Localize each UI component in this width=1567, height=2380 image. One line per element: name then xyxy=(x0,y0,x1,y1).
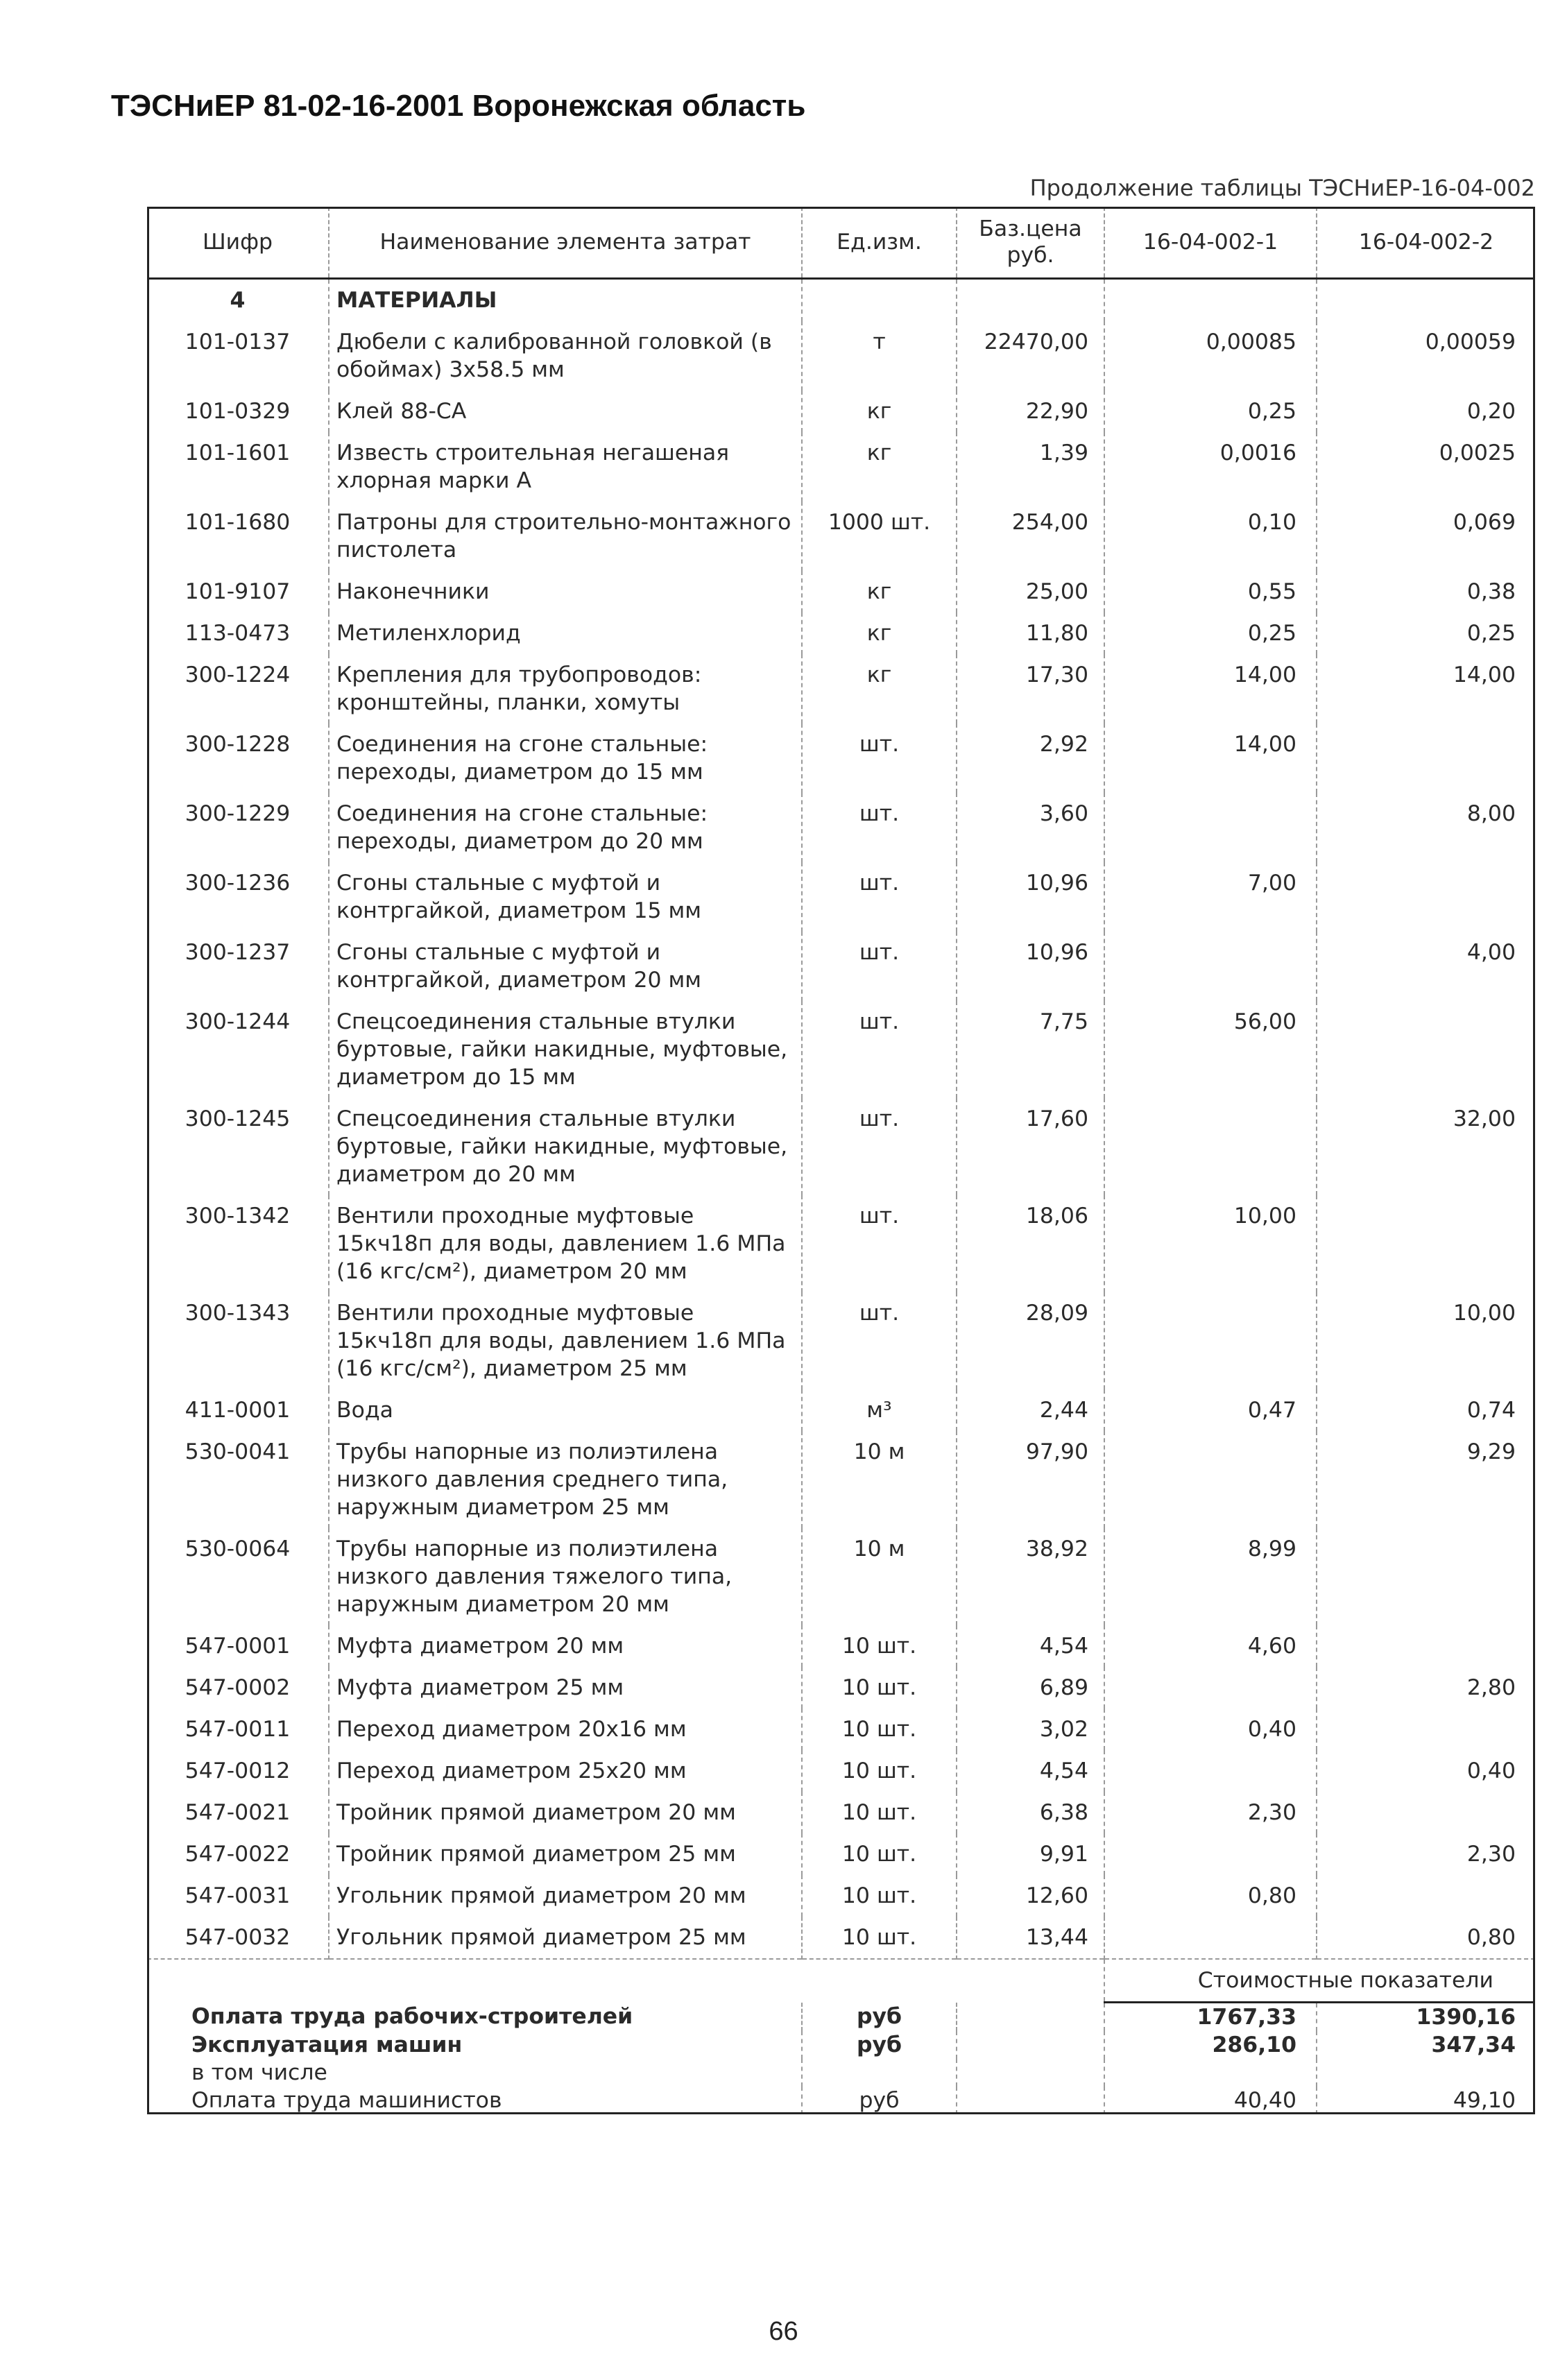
summary-value-2 xyxy=(1317,2059,1535,2087)
material-name: Клей 88-СА xyxy=(329,391,802,432)
material-name: Дюбели с калиброванной головкой (в обоймах) 3х58.5 мм xyxy=(329,321,802,391)
table-row xyxy=(147,1195,1535,1292)
material-base-price: 25,00 xyxy=(957,571,1104,613)
material-name: Угольник прямой диаметром 20 мм xyxy=(329,1875,802,1917)
material-norm-1 xyxy=(1104,1292,1317,1389)
material-norm-2: 0,40 xyxy=(1317,1750,1535,1792)
material-norm-2: 0,38 xyxy=(1317,571,1535,613)
page-number: 66 xyxy=(769,2317,798,2346)
summary-value-1: 286,10 xyxy=(1104,2031,1317,2059)
summary-label: Эксплуатация машин xyxy=(191,2032,463,2057)
material-base-price: 97,90 xyxy=(957,1431,1104,1528)
material-code: 547-0012 xyxy=(185,1758,291,1783)
summary-unit: руб xyxy=(802,2031,957,2059)
table-row xyxy=(147,571,1535,613)
material-norm-1 xyxy=(1104,793,1317,862)
material-base-price: 11,80 xyxy=(957,613,1104,654)
material-base-price: 13,44 xyxy=(957,1917,1104,1959)
material-unit: кг xyxy=(802,613,957,654)
material-base-price: 7,75 xyxy=(957,1001,1104,1098)
material-base-price: 6,38 xyxy=(957,1792,1104,1833)
table-row xyxy=(147,1528,1535,1625)
material-base-price: 18,06 xyxy=(957,1195,1104,1292)
table-row xyxy=(147,1709,1535,1750)
summary-value-2: 49,10 xyxy=(1317,2087,1535,2114)
table-row xyxy=(147,1750,1535,1792)
summary-unit xyxy=(802,2059,957,2087)
material-name: Вентили проходные муфтовые 15кч18п для воды, давлением 1.6 МПа (16 кгс/см²), диаметром 20 мм xyxy=(329,1195,802,1292)
material-unit: 10 шт. xyxy=(802,1792,957,1833)
column-header-code: Шифр xyxy=(147,207,329,279)
material-norm-1: 8,99 xyxy=(1104,1528,1317,1625)
empty-cell xyxy=(1317,279,1535,322)
material-unit: шт. xyxy=(802,724,957,793)
material-code: 300-1224 xyxy=(185,662,291,687)
material-norm-2 xyxy=(1317,862,1535,932)
material-base-price: 9,91 xyxy=(957,1833,1104,1875)
material-name: Переход диаметром 20х16 мм xyxy=(329,1709,802,1750)
summary-value-2: 347,34 xyxy=(1317,2031,1535,2059)
material-unit: шт. xyxy=(802,1001,957,1098)
material-base-price: 28,09 xyxy=(957,1292,1104,1389)
material-norm-2: 32,00 xyxy=(1317,1098,1535,1195)
material-norm-1: 0,10 xyxy=(1104,502,1317,571)
column-header-unit: Ед.изм. xyxy=(802,207,957,279)
empty-cell xyxy=(802,279,957,322)
material-code: 300-1237 xyxy=(185,940,291,965)
table-row xyxy=(147,613,1535,654)
material-base-price: 1,39 xyxy=(957,432,1104,502)
table-row xyxy=(147,1001,1535,1098)
material-norm-1: 0,55 xyxy=(1104,571,1317,613)
material-code: 101-1680 xyxy=(185,510,291,535)
material-name: Тройник прямой диаметром 25 мм xyxy=(329,1833,802,1875)
material-name: Муфта диаметром 25 мм xyxy=(329,1667,802,1709)
material-norm-1 xyxy=(1104,1750,1317,1792)
summary-label: Оплата труда рабочих-строителей xyxy=(191,2003,633,2029)
summary-value-2: 1390,16 xyxy=(1317,2003,1535,2032)
material-code: 101-0329 xyxy=(185,399,291,424)
table-row xyxy=(147,654,1535,724)
material-unit: шт. xyxy=(802,1195,957,1292)
material-name: Муфта диаметром 20 мм xyxy=(329,1625,802,1667)
material-name: Сгоны стальные с муфтой и контргайкой, диаметром 20 мм xyxy=(329,932,802,1001)
material-code: 300-1244 xyxy=(185,1009,291,1034)
material-name: Патроны для строительно-монтажного пистолета xyxy=(329,502,802,571)
summary-row xyxy=(147,2087,1535,2114)
material-norm-1: 7,00 xyxy=(1104,862,1317,932)
summary-value-1: 1767,33 xyxy=(1104,2003,1317,2032)
material-base-price: 17,60 xyxy=(957,1098,1104,1195)
material-base-price: 38,92 xyxy=(957,1528,1104,1625)
material-base-price: 22,90 xyxy=(957,391,1104,432)
material-norm-2 xyxy=(1317,1195,1535,1292)
material-unit: 10 м xyxy=(802,1431,957,1528)
empty-cell xyxy=(957,2003,1104,2032)
material-name: Угольник прямой диаметром 25 мм xyxy=(329,1917,802,1959)
table-header-row xyxy=(147,207,1535,279)
column-header-price-line1: Баз.цена xyxy=(979,216,1082,241)
cost-indicators-label: Стоимостные показатели xyxy=(1104,1959,1535,2003)
material-base-price: 254,00 xyxy=(957,502,1104,571)
material-code: 300-1236 xyxy=(185,871,291,896)
table-row xyxy=(147,502,1535,571)
table-row xyxy=(147,724,1535,793)
material-norm-2 xyxy=(1317,724,1535,793)
material-name: Сгоны стальные с муфтой и контргайкой, диаметром 15 мм xyxy=(329,862,802,932)
material-unit: шт. xyxy=(802,1098,957,1195)
material-code: 300-1342 xyxy=(185,1204,291,1228)
material-base-price: 4,54 xyxy=(957,1625,1104,1667)
material-unit: 10 шт. xyxy=(802,1709,957,1750)
material-code: 113-0473 xyxy=(185,621,291,646)
material-code: 547-0022 xyxy=(185,1842,291,1867)
material-norm-2: 9,29 xyxy=(1317,1431,1535,1528)
table-row xyxy=(147,1917,1535,1959)
material-unit: 10 шт. xyxy=(802,1750,957,1792)
material-norm-2: 4,00 xyxy=(1317,932,1535,1001)
material-unit: 10 шт. xyxy=(802,1917,957,1959)
empty-cell xyxy=(957,2087,1104,2114)
material-norm-1 xyxy=(1104,1431,1317,1528)
table-row xyxy=(147,391,1535,432)
table-row xyxy=(147,1625,1535,1667)
material-norm-1: 0,47 xyxy=(1104,1389,1317,1431)
empty-cell xyxy=(957,279,1104,322)
material-unit: кг xyxy=(802,432,957,502)
section-title: МАТЕРИАЛЫ xyxy=(329,279,802,322)
material-code: 300-1343 xyxy=(185,1301,291,1326)
material-norm-1 xyxy=(1104,1667,1317,1709)
summary-value-1: 40,40 xyxy=(1104,2087,1317,2114)
table-body xyxy=(147,279,1535,2115)
material-code: 547-0021 xyxy=(185,1800,291,1825)
material-name: Соединения на сгоне стальные: переходы, диаметром до 15 мм xyxy=(329,724,802,793)
material-code: 300-1228 xyxy=(185,732,291,757)
material-name: Трубы напорные из полиэтилена низкого давления среднего типа, наружным диаметром 25 мм xyxy=(329,1431,802,1528)
table-row xyxy=(147,1098,1535,1195)
material-norm-2: 0,00059 xyxy=(1317,321,1535,391)
material-norm-1: 0,25 xyxy=(1104,613,1317,654)
material-code: 300-1229 xyxy=(185,801,291,826)
empty-cell xyxy=(957,2059,1104,2087)
material-norm-2: 0,0025 xyxy=(1317,432,1535,502)
material-unit: кг xyxy=(802,391,957,432)
material-norm-1: 56,00 xyxy=(1104,1001,1317,1098)
table-row xyxy=(147,1792,1535,1833)
material-norm-1: 14,00 xyxy=(1104,724,1317,793)
material-code: 300-1245 xyxy=(185,1106,291,1131)
material-norm-2 xyxy=(1317,1875,1535,1917)
material-norm-1: 14,00 xyxy=(1104,654,1317,724)
material-code: 101-1601 xyxy=(185,440,291,465)
material-name: Тройник прямой диаметром 20 мм xyxy=(329,1792,802,1833)
material-base-price: 12,60 xyxy=(957,1875,1104,1917)
summary-label: Оплата труда машинистов xyxy=(191,2088,502,2113)
material-code: 547-0002 xyxy=(185,1675,291,1700)
material-base-price: 2,44 xyxy=(957,1389,1104,1431)
material-code: 547-0011 xyxy=(185,1717,291,1742)
material-unit: м³ xyxy=(802,1389,957,1431)
cost-indicators-row xyxy=(147,1959,1535,2003)
material-norm-1 xyxy=(1104,1833,1317,1875)
material-norm-2: 0,80 xyxy=(1317,1917,1535,1959)
table-row xyxy=(147,793,1535,862)
material-norm-1: 10,00 xyxy=(1104,1195,1317,1292)
material-base-price: 3,60 xyxy=(957,793,1104,862)
material-base-price: 2,92 xyxy=(957,724,1104,793)
material-name: Известь строительная негашеная хлорная марки А xyxy=(329,432,802,502)
material-code: 547-0031 xyxy=(185,1883,291,1908)
material-unit: 10 шт. xyxy=(802,1875,957,1917)
norms-table xyxy=(147,207,1535,2114)
material-norm-2 xyxy=(1317,1528,1535,1625)
material-name: Спецсоединения стальные втулки буртовые, гайки накидные, муфтовые, диаметром до 15 мм xyxy=(329,1001,802,1098)
material-name: Трубы напорные из полиэтилена низкого давления тяжелого типа, наружным диаметром 20 мм xyxy=(329,1528,802,1625)
empty-cell xyxy=(147,1959,1104,2003)
material-name: Метиленхлорид xyxy=(329,613,802,654)
material-base-price: 4,54 xyxy=(957,1750,1104,1792)
material-norm-2 xyxy=(1317,1625,1535,1667)
material-name: Вода xyxy=(329,1389,802,1431)
summary-value-1 xyxy=(1104,2059,1317,2087)
material-unit: кг xyxy=(802,654,957,724)
material-base-price: 10,96 xyxy=(957,932,1104,1001)
material-unit: 10 шт. xyxy=(802,1625,957,1667)
table-row xyxy=(147,932,1535,1001)
material-unit: 1000 шт. xyxy=(802,502,957,571)
empty-cell xyxy=(957,2031,1104,2059)
material-code: 530-0064 xyxy=(185,1536,291,1561)
empty-cell xyxy=(1104,279,1317,322)
material-norm-2: 0,069 xyxy=(1317,502,1535,571)
material-norm-2: 0,25 xyxy=(1317,613,1535,654)
material-norm-2 xyxy=(1317,1001,1535,1098)
table-row xyxy=(147,1875,1535,1917)
material-norm-1 xyxy=(1104,932,1317,1001)
table-row xyxy=(147,1389,1535,1431)
material-base-price: 22470,00 xyxy=(957,321,1104,391)
table-row xyxy=(147,1431,1535,1528)
material-norm-2 xyxy=(1317,1792,1535,1833)
material-code: 411-0001 xyxy=(185,1398,291,1423)
column-header-norm-2: 16-04-002-2 xyxy=(1317,207,1535,279)
summary-row xyxy=(147,2003,1535,2032)
summary-row xyxy=(147,2059,1535,2087)
material-base-price: 6,89 xyxy=(957,1667,1104,1709)
table-row xyxy=(147,862,1535,932)
material-norm-1: 0,25 xyxy=(1104,391,1317,432)
material-base-price: 3,02 xyxy=(957,1709,1104,1750)
material-name: Соединения на сгоне стальные: переходы, диаметром до 20 мм xyxy=(329,793,802,862)
table-row xyxy=(147,321,1535,391)
material-norm-2: 2,80 xyxy=(1317,1667,1535,1709)
material-unit: 10 шт. xyxy=(802,1833,957,1875)
material-unit: кг xyxy=(802,571,957,613)
material-name: Наконечники xyxy=(329,571,802,613)
material-code: 530-0041 xyxy=(185,1439,291,1464)
material-code: 547-0032 xyxy=(185,1925,291,1950)
summary-label: в том числе xyxy=(191,2060,327,2085)
document-header: ТЭСНиЕР 81-02-16-2001 Воронежская область xyxy=(111,89,806,123)
material-unit: шт. xyxy=(802,1292,957,1389)
material-norm-2: 8,00 xyxy=(1317,793,1535,862)
material-norm-2: 0,20 xyxy=(1317,391,1535,432)
table-row xyxy=(147,1667,1535,1709)
material-name: Спецсоединения стальные втулки буртовые, гайки накидные, муфтовые, диаметром до 20 мм xyxy=(329,1098,802,1195)
section-code: 4 xyxy=(230,288,246,313)
table-row xyxy=(147,1833,1535,1875)
column-header-name: Наименование элемента затрат xyxy=(329,207,802,279)
table-row xyxy=(147,1292,1535,1389)
material-unit: т xyxy=(802,321,957,391)
material-code: 101-0137 xyxy=(185,329,291,354)
material-code: 547-0001 xyxy=(185,1634,291,1659)
material-norm-2: 14,00 xyxy=(1317,654,1535,724)
summary-unit: руб xyxy=(802,2003,957,2032)
material-norm-2: 0,74 xyxy=(1317,1389,1535,1431)
material-unit: шт. xyxy=(802,862,957,932)
material-unit: 10 шт. xyxy=(802,1667,957,1709)
material-name: Вентили проходные муфтовые 15кч18п для воды, давлением 1.6 МПа (16 кгс/см²), диаметром 25 мм xyxy=(329,1292,802,1389)
summary-row xyxy=(147,2031,1535,2059)
material-norm-1: 4,60 xyxy=(1104,1625,1317,1667)
material-norm-2 xyxy=(1317,1709,1535,1750)
material-norm-1: 0,80 xyxy=(1104,1875,1317,1917)
material-base-price: 17,30 xyxy=(957,654,1104,724)
section-row xyxy=(147,279,1535,322)
material-base-price: 10,96 xyxy=(957,862,1104,932)
material-unit: шт. xyxy=(802,793,957,862)
material-unit: шт. xyxy=(802,932,957,1001)
column-header-price-line2: руб. xyxy=(1007,243,1054,268)
material-norm-1 xyxy=(1104,1098,1317,1195)
material-code: 101-9107 xyxy=(185,579,291,604)
material-norm-2: 2,30 xyxy=(1317,1833,1535,1875)
column-header-norm-1: 16-04-002-1 xyxy=(1104,207,1317,279)
column-header-price xyxy=(957,207,1104,279)
material-norm-1: 0,00085 xyxy=(1104,321,1317,391)
material-unit: 10 м xyxy=(802,1528,957,1625)
material-norm-1: 0,0016 xyxy=(1104,432,1317,502)
material-norm-1 xyxy=(1104,1917,1317,1959)
table-continuation-caption: Продолжение таблицы ТЭСНиЕР-16-04-002 xyxy=(1029,175,1535,201)
material-norm-1: 2,30 xyxy=(1104,1792,1317,1833)
summary-unit: руб xyxy=(802,2087,957,2114)
material-norm-2: 10,00 xyxy=(1317,1292,1535,1389)
material-name: Крепления для трубопроводов: кронштейны, планки, хомуты xyxy=(329,654,802,724)
material-norm-1: 0,40 xyxy=(1104,1709,1317,1750)
material-name: Переход диаметром 25х20 мм xyxy=(329,1750,802,1792)
table-row xyxy=(147,432,1535,502)
